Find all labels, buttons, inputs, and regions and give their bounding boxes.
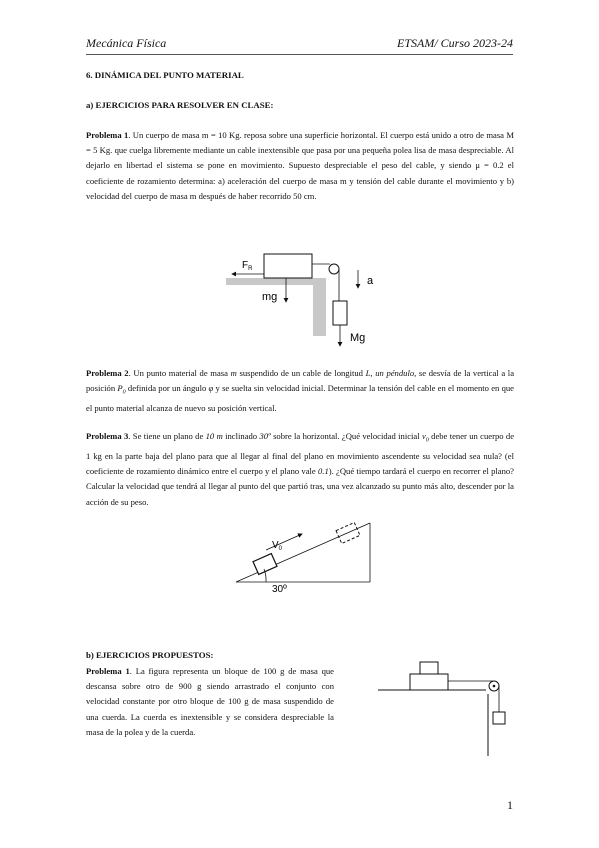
figure-3-inclined-plane [228, 518, 378, 594]
section-a-heading: a) EJERCICIOS PARA RESOLVER EN CLASE: [86, 100, 274, 110]
page-number: 1 [507, 798, 513, 812]
weight-m-label: mg [262, 291, 278, 303]
problem-1-label: Problema 1 [86, 130, 129, 140]
acceleration-label: a [367, 275, 374, 287]
block-M [333, 301, 347, 325]
header-institution-year: ETSAM/ Curso 2023-24 [396, 36, 513, 50]
problem-2-paragraph: Problema 2. Un punto material de masa m suspendido de un cable de longitud L, un péndulo, se desvía de la vertical a la posición $P_0$ definida por un ángulo φ y se suelta sin velocidad inicial. Determinar la tensión del cable en el momento en que el punto material alcanza de nuevo su posición vertical. [86, 368, 515, 414]
page-header [86, 36, 513, 55]
problem-3-label: Problema 3 [86, 431, 129, 441]
figure-1-block-pulley [218, 246, 388, 351]
block-m [264, 254, 312, 278]
incline-line [236, 523, 370, 582]
problem-2-label: Problema 2 [86, 368, 129, 378]
pulley-axle [493, 685, 496, 688]
angle-label: 30º [272, 584, 287, 594]
figure-b1-stacked-blocks [376, 654, 516, 758]
pulley [329, 264, 339, 274]
lower-block-900g [410, 674, 448, 690]
problem-1-text: . Un cuerpo de masa m = 10 Kg. reposa sobre una superficie horizontal. El cuerpo está unido a otro de masa M = 5 Kg. que cuelga libremente mediante un cable inextensible que pasa por una pequeña polea lisa de masa despreciable. Al dejarlo en libertad el sistema se pone en movimiento. Supuesto despreciable el peso del cable, y siendo μ = 0.2 el coeficiente de rozamiento determina: a) aceleración del cuerpo de masa m y tensión del cable durante el movimiento y b) velocidad del cuerpo de masa m después de haber recorrido 50 cm. [86, 130, 514, 201]
problem-1-paragraph [86, 128, 514, 204]
table-leg [313, 278, 326, 336]
table-surface [226, 278, 326, 285]
weight-M-label: Mg [350, 332, 366, 344]
friction-force-label: $F_R$ [242, 260, 253, 272]
initial-velocity-label: $V_0$ [272, 540, 283, 552]
chapter-title: 6. DINÁMICA DEL PUNTO MATERIAL [86, 70, 244, 80]
header-course-name: Mecánica Física [86, 36, 167, 50]
hanging-block-100g [493, 712, 505, 724]
problem-3-paragraph: Problema 3. Se tiene un plano de 10 m inclinado 30º sobre la horizontal. ¿Qué velocidad inicial $v_0$ debe tener un cuerpo de 1 kg en la parte baja del plano para que al llegar al final del plano en movimiento ascendente su velocidad sea nula? (el coeficiente de rozamiento dinámico entre el cuerpo y el plano vale 0.1). ¿Qué tiempo tardará el cuerpo en recorrer el plano? Calcular la velocidad que tendrá al llegar al punto del que partió tras, una vez alcanzado su punto más alto, descender por la acción de su peso. [86, 431, 515, 507]
upper-block-100g [420, 662, 438, 674]
proposed-problem-1-text: . La figura representa un bloque de 100 g de masa que descansa sobre otro de 900 g siendo arrastrado el conjunto con velocidad constante por otro bloque de 100 g de masa suspendido de una cuerda. La cuerda es inextensible y se considera despreciable la masa de la polea y de la cuerda. [86, 666, 334, 737]
proposed-problem-1-label: Problema 1 [86, 666, 130, 676]
section-b-heading: b) EJERCICIOS PROPUESTOS: [86, 650, 214, 660]
proposed-problem-1-paragraph [86, 664, 334, 740]
